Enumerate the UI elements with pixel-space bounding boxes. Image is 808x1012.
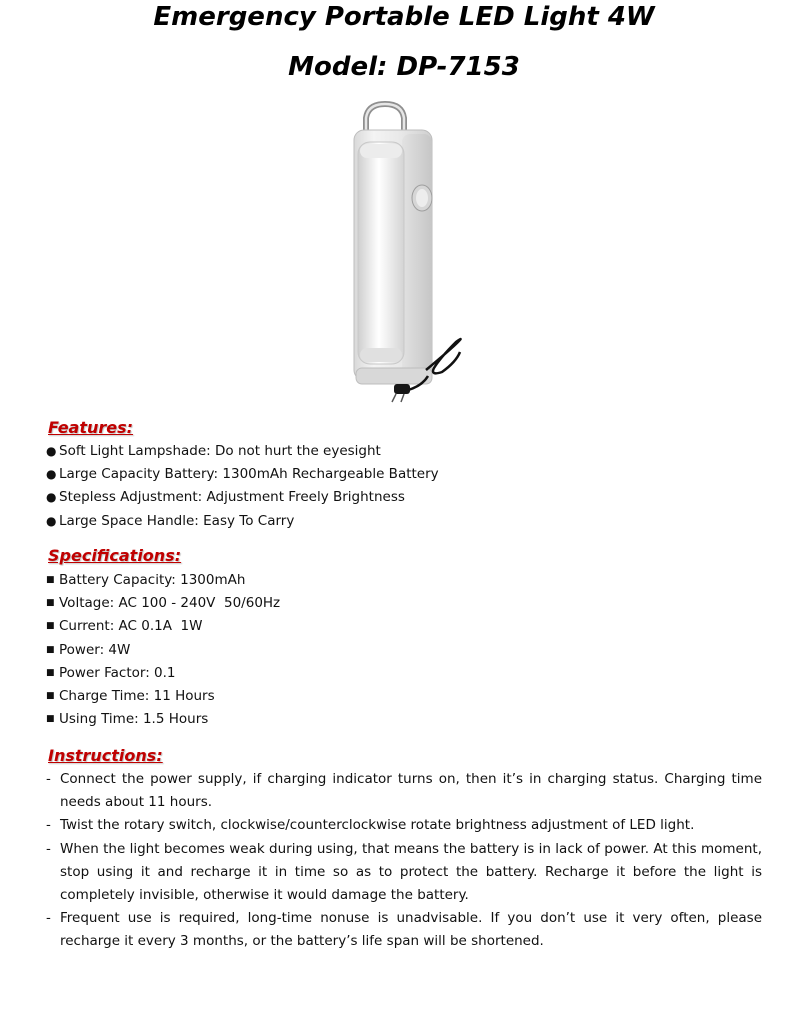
instructions-heading: Instructions: — [48, 746, 163, 765]
features-list — [46, 440, 439, 533]
bullet-dot-icon: ● — [46, 467, 57, 482]
instructions-list — [46, 768, 762, 954]
list-item: ● Large Capacity Battery: 1300mAh Rechargeable Battery — [46, 463, 439, 486]
list-item: - Twist the rotary switch, clockwise/counterclockwise rotate brightness adjustment of LED light. — [46, 814, 762, 837]
bullet-square-icon: ■ — [46, 644, 55, 655]
list-item: - Frequent use is required, long-time nonuse is unadvisable. If you don’t use it very often, please recharge it every 3 months, or the battery’s life span will be shortened. — [46, 907, 762, 953]
list-item: ■ Current: AC 0.1A 1W — [46, 615, 280, 638]
list-item: - When the light becomes weak during using, that means the battery is in lack of power. At this moment, stop using it and recharge it in time so as to protect the battery. Recharge it before the light is completely invisible, otherwise it would damage the battery. — [46, 838, 762, 908]
bullet-square-icon: ■ — [46, 575, 55, 585]
bullet-square-icon: ■ — [46, 598, 55, 609]
dash-icon: - — [46, 840, 51, 857]
list-item: - Connect the power supply, if charging indicator turns on, then it’s in charging status. Charging time needs about 11 hours. — [46, 768, 762, 814]
bullet-dot-icon: ● — [46, 444, 57, 458]
list-item: ● Soft Light Lampshade: Do not hurt the eyesight — [46, 440, 439, 463]
list-item: ● Stepless Adjustment: Adjustment Freely Brightness — [46, 486, 439, 509]
list-item: ■ Battery Capacity: 1300mAh — [46, 569, 280, 592]
list-item: ■ Using Time: 1.5 Hours — [46, 708, 280, 731]
dash-icon: - — [46, 771, 51, 787]
bullet-dot-icon: ● — [46, 513, 57, 528]
bullet-square-icon: ■ — [46, 621, 55, 632]
features-heading: Features: — [48, 418, 134, 437]
list-item: ■ Charge Time: 11 Hours — [46, 685, 280, 708]
product-image — [330, 100, 480, 405]
specifications-heading: Specifications: — [48, 546, 182, 565]
model-number: Model: DP-7153 — [288, 52, 520, 82]
specifications-list — [46, 569, 280, 731]
list-item: ■ Voltage: AC 100 - 240V 50/60Hz — [46, 592, 280, 615]
dash-icon: - — [46, 817, 51, 834]
page-title: Emergency Portable LED Light 4W — [153, 2, 655, 32]
list-item: ■ Power Factor: 0.1 — [46, 662, 280, 685]
dash-icon: - — [46, 910, 51, 927]
bullet-dot-icon: ● — [46, 490, 57, 505]
bullet-square-icon: ■ — [46, 667, 55, 678]
list-item: ■ Power: 4W — [46, 639, 280, 662]
bullet-square-icon: ■ — [46, 690, 55, 701]
list-item: ● Large Space Handle: Easy To Carry — [46, 510, 439, 533]
bullet-square-icon: ■ — [46, 714, 55, 725]
